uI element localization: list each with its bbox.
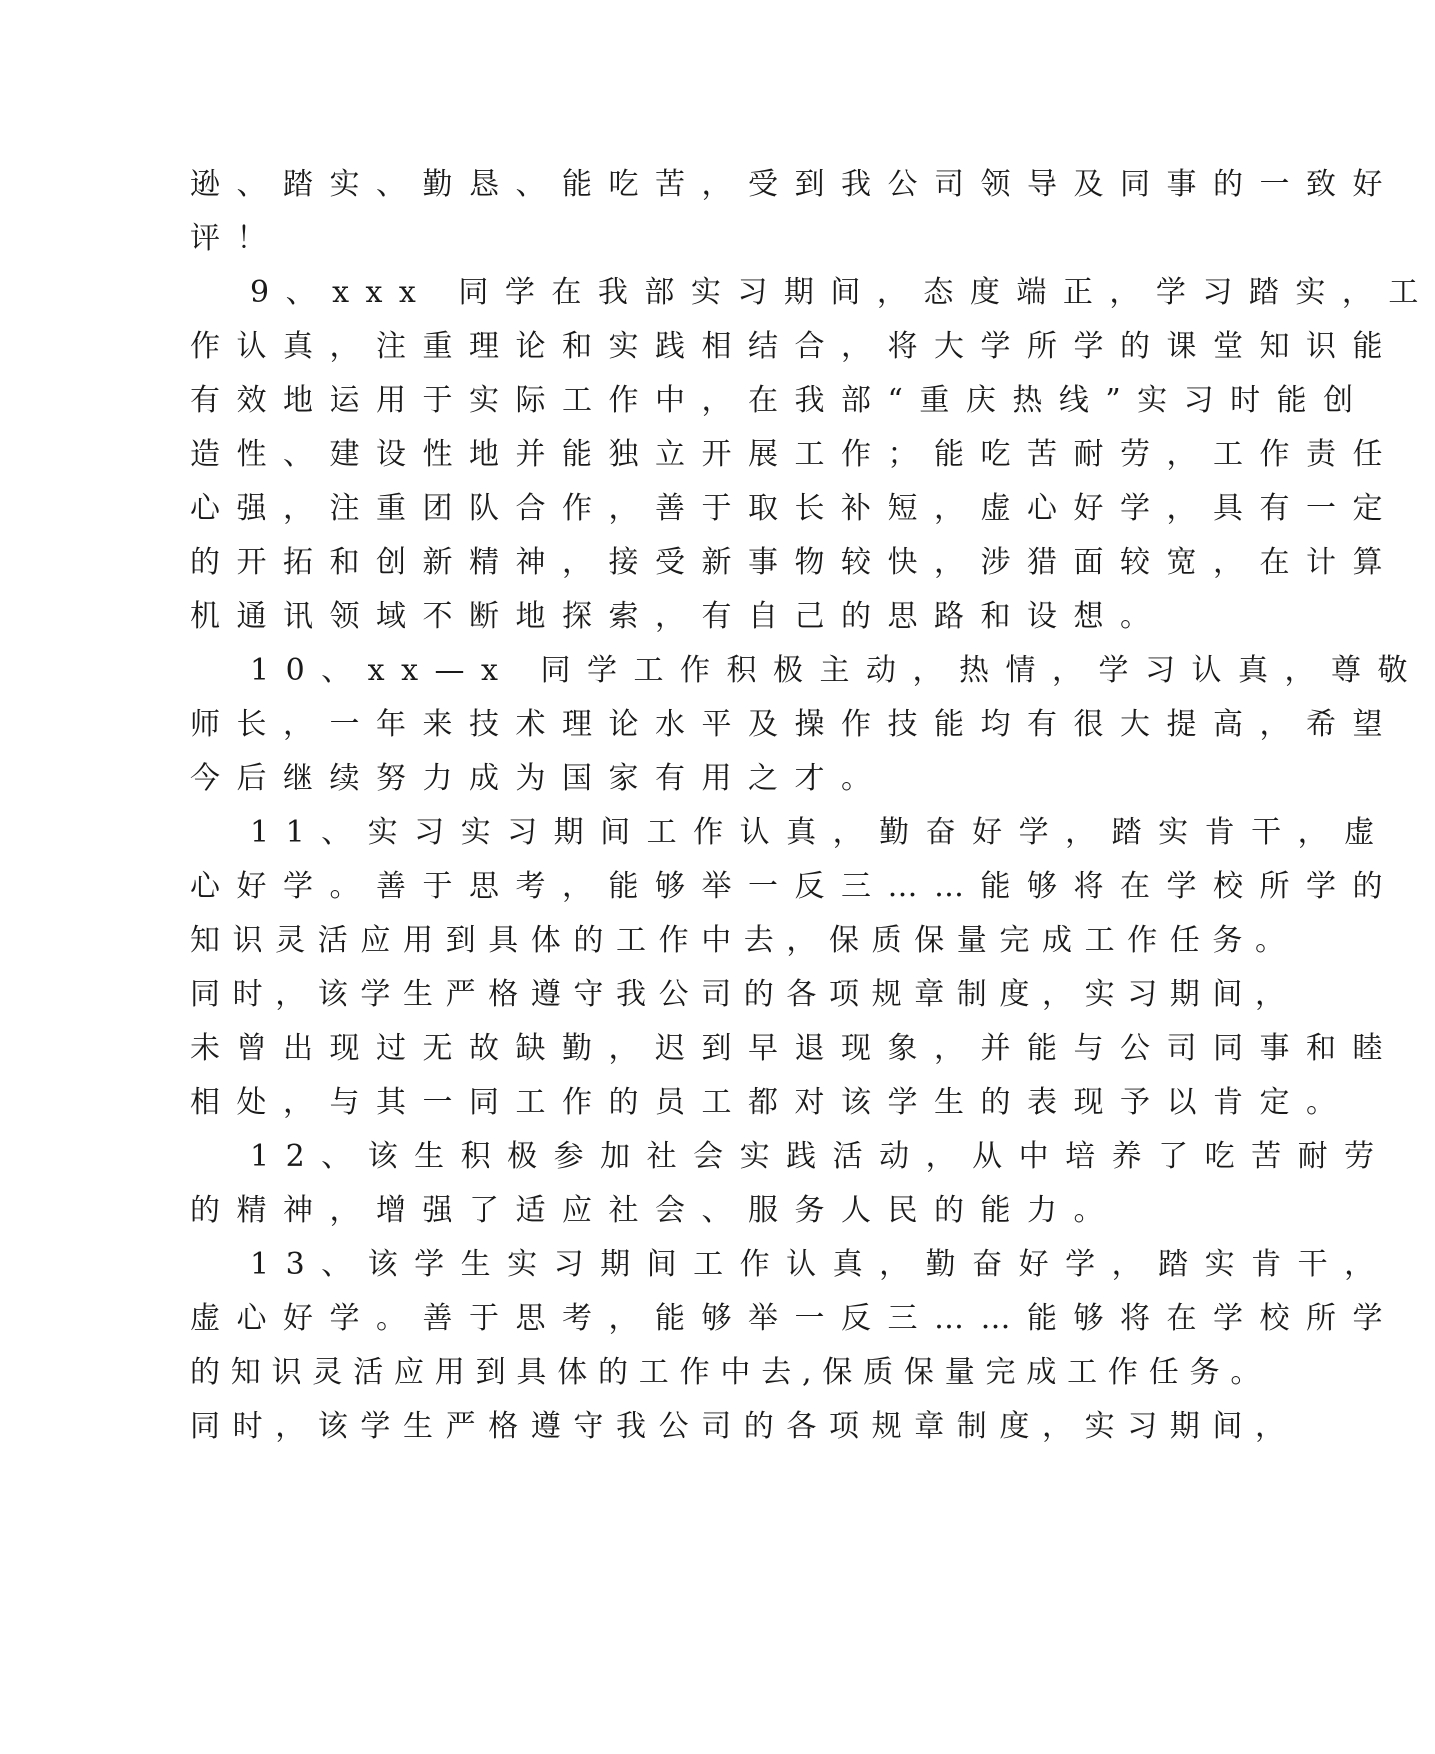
paragraph-10-start: 10、xx—x 同学工作积极主动，热情，学习认真，尊敬 [250,653,1424,688]
text-line: 机通讯领域不断地探索，有自己的思路和设想。 [190,599,1167,634]
text-line: 的开拓和创新精神，接受新事物较快，涉猎面较宽，在计算 [190,545,1399,580]
text-line: 作认真，注重理论和实践相结合，将大学所学的课堂知识能 [190,329,1399,364]
text-line: 虚心好学。善于思考，能够举一反三……能够将在学校所学 [190,1301,1399,1336]
text-line: 未曾出现过无故缺勤，迟到早退现象，并能与公司同事和睦 [190,1031,1399,1066]
paragraph-9-start: 9、xxx 同学在我部实习期间，态度端正，学习踏实，工 [250,275,1435,310]
text-line: 造性、建设性地并能独立开展工作；能吃苦耐劳，工作责任 [190,437,1399,472]
text-line: 的精神，增强了适应社会、服务人民的能力。 [190,1193,1120,1228]
text-line: 同时，该学生严格遵守我公司的各项规章制度，实习期间， [190,1409,1298,1444]
text-line: 逊、踏实、勤恳、能吃苦，受到我公司领导及同事的一致好 [190,167,1399,202]
text-line: 评！ [190,221,283,256]
text-line: 今后继续努力成为国家有用之才。 [190,761,888,796]
paragraph-12-start: 12、该生积极参加社会实践活动，从中培养了吃苦耐劳 [250,1139,1391,1174]
paragraph-13-start: 13、该学生实习期间工作认真，勤奋好学，踏实肯干， [250,1247,1391,1282]
text-line: 相处，与其一同工作的员工都对该学生的表现予以肯定。 [190,1085,1353,1120]
paragraph-11-start: 11、实习实习期间工作认真，勤奋好学，踏实肯干，虚 [250,815,1391,850]
text-line: 知识灵活应用到具体的工作中去，保质保量完成工作任务。 [190,923,1298,958]
text-line: 师长，一年来技术理论水平及操作技能均有很大提高，希望 [190,707,1399,742]
text-line: 的知识灵活应用到具体的工作中去,保质保量完成工作任务。 [190,1355,1272,1390]
text-line: 同时，该学生严格遵守我公司的各项规章制度，实习期间， [190,977,1298,1012]
text-line: 有效地运用于实际工作中，在我部“重庆热线”实习时能创 [190,383,1370,418]
document-body [190,158,1435,1454]
text-line: 心强，注重团队合作，善于取长补短，虚心好学，具有一定 [190,491,1399,526]
text-line: 心好学。善于思考，能够举一反三……能够将在学校所学的 [190,869,1399,904]
